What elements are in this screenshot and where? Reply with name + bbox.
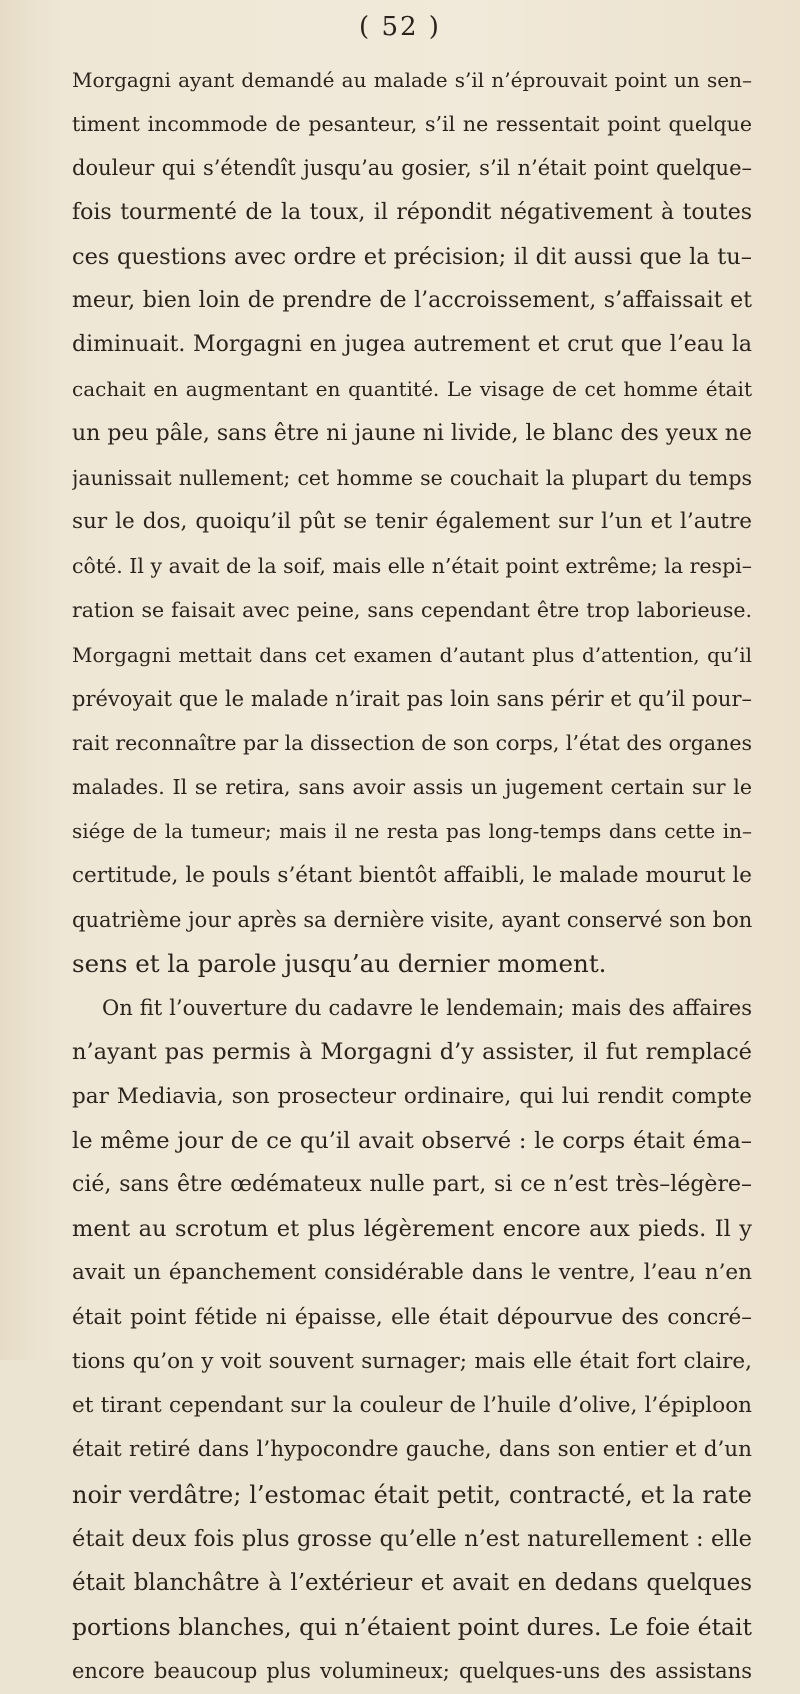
text-line: noir verdâtre; l’estomac était petit, contracté, et la rate: [72, 1480, 752, 1509]
text-line: un peu pâle, sans être ni jaune ni livide, le blanc des yeux ne: [72, 420, 752, 446]
text-line: encore beaucoup plus volumineux; quelques-uns des assistans: [72, 1659, 752, 1684]
text-line: côté. Il y avait de la soif, mais elle n’était point extrême; la respi–: [72, 554, 752, 579]
text-line: timent incommode de pesanteur, s’il ne ressentait point quelque: [72, 112, 752, 137]
text-line: douleur qui s’étendît jusqu’au gosier, s’il n’était point quelque–: [72, 156, 752, 181]
text-line: Morgagni mettait dans cet examen d’autant plus d’attention, qu’il: [72, 642, 752, 667]
text-line: prévoyait que le malade n’irait pas loin sans périr et qu’il pour–: [72, 686, 752, 711]
page-number: ( 52 ): [359, 12, 441, 42]
text-line: portions blanches, qui n’étaient point dures. Le foie était: [72, 1613, 752, 1642]
text-line: Morgagni ayant demandé au malade s’il n’éprouvait point un sen–: [72, 68, 752, 92]
text-line: tions qu’on y voit souvent surnager; mais elle était fort claire,: [72, 1348, 752, 1374]
text-line: quatrième jour après sa dernière visite, ayant conservé son bon: [72, 907, 752, 932]
text-line: ment au scrotum et plus légèrement encore aux pieds. Il y: [72, 1216, 752, 1243]
text-line: meur, bien loin de prendre de l’accroissement, s’affaissait et: [72, 288, 752, 314]
text-line: était retiré dans l’hypocondre gauche, dans son entier et d’un: [72, 1437, 752, 1463]
text-line: était point fétide ni épaisse, elle était dépourvue des concré–: [72, 1304, 752, 1330]
text-line: cachait en augmentant en quantité. Le visage de cet homme était: [72, 377, 752, 402]
text-line: n’ayant pas permis à Morgagni d’y assister, il fut remplacé: [72, 1039, 752, 1066]
text-line: siége de la tumeur; mais il ne resta pas long-temps dans cette in–: [72, 819, 752, 844]
text-line: On fit l’ouverture du cadavre le lendemain; mais des affaires: [102, 996, 752, 1021]
text-line: ces questions avec ordre et précision; il dit aussi que la tu–: [72, 243, 752, 270]
text-line: certitude, le pouls s’étant bientôt affaibli, le malade mourut le: [72, 862, 752, 888]
text-line: ration se faisait avec peine, sans cependant être trop laborieuse.: [72, 598, 752, 623]
text-line: le même jour de ce qu’il avait observé : le corps était éma–: [72, 1127, 752, 1154]
text-line: sur le dos, quoiqu’il pût se tenir également sur l’un et l’autre: [72, 509, 752, 535]
body-text: [72, 58, 752, 1694]
text-line: était deux fois plus grosse qu’elle n’est naturellement : elle: [72, 1525, 752, 1552]
text-line: sens et la parole jusqu’au dernier moment.: [72, 949, 607, 979]
text-line: malades. Il se retira, sans avoir assis un jugement certain sur le: [72, 775, 752, 800]
text-line: fois tourmenté de la toux, il répondit négativement à toutes: [72, 199, 752, 225]
text-line: jaunissait nullement; cet homme se couchait la plupart du temps: [72, 465, 752, 490]
text-line: diminuait. Morgagni en jugea autrement et crut que l’eau la: [72, 332, 752, 358]
text-line: par Mediavia, son prosecteur ordinaire, qui lui rendit compte: [72, 1083, 752, 1109]
text-line: était blanchâtre à l’extérieur et avait en dedans quelques: [72, 1569, 752, 1596]
text-line: rait reconnaître par la dissection de son corps, l’état des organes: [72, 731, 752, 756]
text-line: avait un épanchement considérable dans le ventre, l’eau n’en: [72, 1260, 752, 1286]
text-line: et tirant cependant sur la couleur de l’huile d’olive, l’épiploon: [72, 1393, 752, 1419]
text-line: cié, sans être œdémateux nulle part, si ce n’est très–légère–: [72, 1172, 752, 1198]
